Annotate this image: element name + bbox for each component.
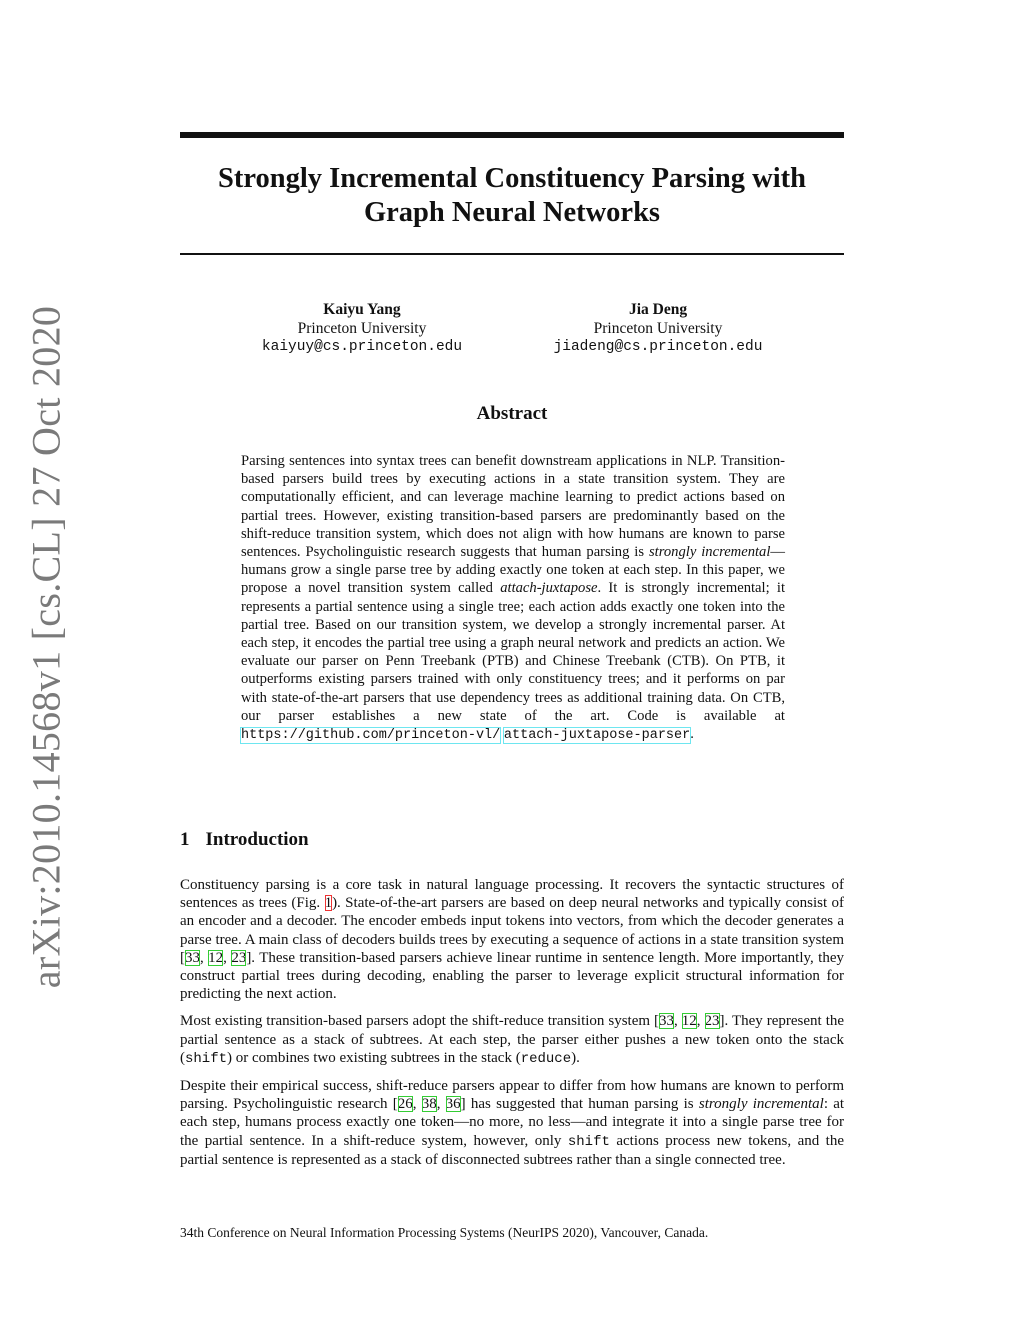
code-link-continued[interactable]: attach-juxtapose-parser xyxy=(503,728,691,744)
citation-link[interactable]: 12 xyxy=(208,949,224,966)
introduction-body xyxy=(180,876,844,1178)
author-email: jiadeng@cs.princeton.edu xyxy=(553,339,763,355)
text-run: Constituency parsing is a core task in natural language processing. It recovers the syntactic structures of sentences as trees (Fig. xyxy=(180,877,844,912)
emphasis: strongly incremental xyxy=(698,1096,824,1113)
code-shift: shift xyxy=(185,1050,228,1067)
abstract-text xyxy=(241,452,785,745)
abstract-part: . It is strongly incremental; it represents a partial sentence using a single tree; each action adds exactly one token into the partial tree. Based on our transition system, we develop a strongly incremental parser. At each step, it encodes the partial tree using a graph neural network and predicts an action. We evaluate our parser on Penn Treebank (PTB) and Chinese Treebank (CTB). On PTB, it outperforms existing parsers trained with only constituency trees; and it performs on par with state-of-the-art parsers that use dependency trees as additional training data. On CTB, our parser establishes a new state of the art. Code is available at xyxy=(241,580,786,724)
abstract-emphasis: strongly incremental xyxy=(649,544,771,561)
citation-link[interactable]: 33 xyxy=(185,949,200,966)
text-run: ) or combines two existing subtrees in the stack ( xyxy=(227,1049,521,1066)
citation-link[interactable]: 23 xyxy=(231,949,247,966)
text-run: actions process new tokens, and the partial sentence is represented as a stack of disconnected subtrees rather than a single connected tree. xyxy=(180,1132,845,1168)
intro-paragraph-1: Constituency parsing is a core task in natural language processing. It recovers the syntactic structures of sentences as trees (Fig. 1). State-of-the-art parsers are based on deep neural networks and typically consist of an encoder and a decoder. The encoder embeds input tokens into vectors, from which the decoder generates a parse tree. A main class of decoders builds trees by executing a sequence of actions in a state transition system [33, 12, 23]. These transition-based parsers achieve linear runtime in sentence length. More importantly, they construct partial trees during decoding, enabling the parser to leverage explicit structural information for predicting the next action. xyxy=(180,877,844,1003)
code-shift: shift xyxy=(567,1133,610,1150)
author-block-2 xyxy=(528,300,788,357)
citation-link[interactable]: 33 xyxy=(659,1013,675,1030)
text-run: ] has suggested that human parsing is xyxy=(460,1096,699,1113)
author-block-1 xyxy=(232,300,492,357)
author-name: Kaiyu Yang xyxy=(323,301,401,318)
code-link[interactable]: https://github.com/princeton-vl/ xyxy=(241,728,501,744)
code-reduce: reduce xyxy=(520,1050,572,1067)
citation-link[interactable]: 38 xyxy=(421,1096,437,1113)
text-run: ]. They represent the partial sentence as a stack of subtrees. At each step, the parser either pushes a new token onto the stack ( xyxy=(180,1013,845,1066)
title-line-2: Graph Neural Networks xyxy=(363,197,661,228)
author-email: kaiyuy@cs.princeton.edu xyxy=(261,339,463,355)
author-affiliation: Princeton University xyxy=(593,320,723,337)
title-rule-top xyxy=(180,132,844,138)
title-line-1: Strongly Incremental Constituency Parsing with xyxy=(218,163,806,194)
section-number: 1 xyxy=(180,829,190,850)
text-run: ]. These transition-based parsers achieve linear runtime in sentence length. More importantly, they construct partial trees during decoding, enabling the parser to leverage explicit structural information for predicting the next action. xyxy=(180,949,844,1003)
citation-link[interactable]: 36 xyxy=(445,1096,461,1113)
abstract-part: . xyxy=(690,726,694,743)
citation-link[interactable]: 12 xyxy=(681,1013,697,1030)
figure-ref-link[interactable]: 1 xyxy=(324,895,333,912)
citation-link[interactable]: 26 xyxy=(397,1096,413,1113)
text-run: Most existing transition-based parsers adopt the shift-reduce transition system [ xyxy=(180,1013,660,1030)
author-name: Jia Deng xyxy=(628,301,688,318)
abstract-heading: Abstract xyxy=(476,403,548,424)
text-run: Despite their empirical success, shift-reduce parsers appear to differ from how humans are known to perform parsing. Psycholinguistic research [ xyxy=(180,1078,844,1113)
text-run: ). State-of-the-art parsers are based on deep neural networks and typically consist of an encoder and a decoder. The encoder embeds input tokens into vectors, from which the decoder generates a parse tree. A main class of decoders builds trees by executing a sequence of actions in a state transition system [ xyxy=(180,895,844,966)
section-heading xyxy=(180,829,309,851)
intro-paragraph-2: Most existing transition-based parsers adopt the shift-reduce transition system [33, 12, 23]. They represent the partial sentence as a stack of subtrees. At each step, the parser either pushes a new token onto the stack (shift) or combines two existing subtrees in the stack (reduce). xyxy=(180,1013,845,1067)
section-title: Introduction xyxy=(205,829,309,850)
title-rule-bottom xyxy=(180,253,844,255)
paper-title xyxy=(180,162,844,230)
arxiv-watermark-text: arXiv:2010.14568v1 [cs.CL] 27 Oct 2020 xyxy=(23,305,69,989)
author-affiliation: Princeton University xyxy=(297,320,427,337)
intro-paragraph-3: Despite their empirical success, shift-reduce parsers appear to differ from how humans are known to perform parsing. Psycholinguistic research [26, 38, 36] has suggested that human parsing is strongly incremental: at each step, humans process exactly one token—no more, no less—and integrate it into a single parse tree for the partial sentence. In a shift-reduce system, however, only shift actions process new tokens, and the partial sentence is represented as a stack of disconnected subtrees rather than a single connected tree. xyxy=(180,1078,845,1168)
abstract-emphasis: attach-juxtapose xyxy=(500,580,598,597)
abstract-part: —humans grow a single parse tree by adding exactly one token at each step. In this paper, we propose a novel transition system called xyxy=(241,544,785,597)
abstract-part: Parsing sentences into syntax trees can benefit downstream applications in NLP. Transition-based parsers build trees by executing actions in a state transition system. They are computationally efficient, and can leverage machine learning to predict actions based on partial trees. However, existing transition-based parsers are predominantly based on the shift-reduce transition system, which does not align with how humans are known to parse sentences. Psycholinguistic research suggests that human parsing is xyxy=(241,453,785,561)
citation-link[interactable]: 23 xyxy=(704,1013,720,1030)
text-run: ). xyxy=(571,1049,580,1066)
conference-footnote: 34th Conference on Neural Information Processing Systems (NeurIPS 2020), Vancouver, Canada. xyxy=(180,1225,709,1240)
text-run: : at each step, humans process exactly one token—no more, no less—and integrate it into a single parse tree for the partial sentence. In a shift-reduce system, however, only xyxy=(180,1096,845,1149)
